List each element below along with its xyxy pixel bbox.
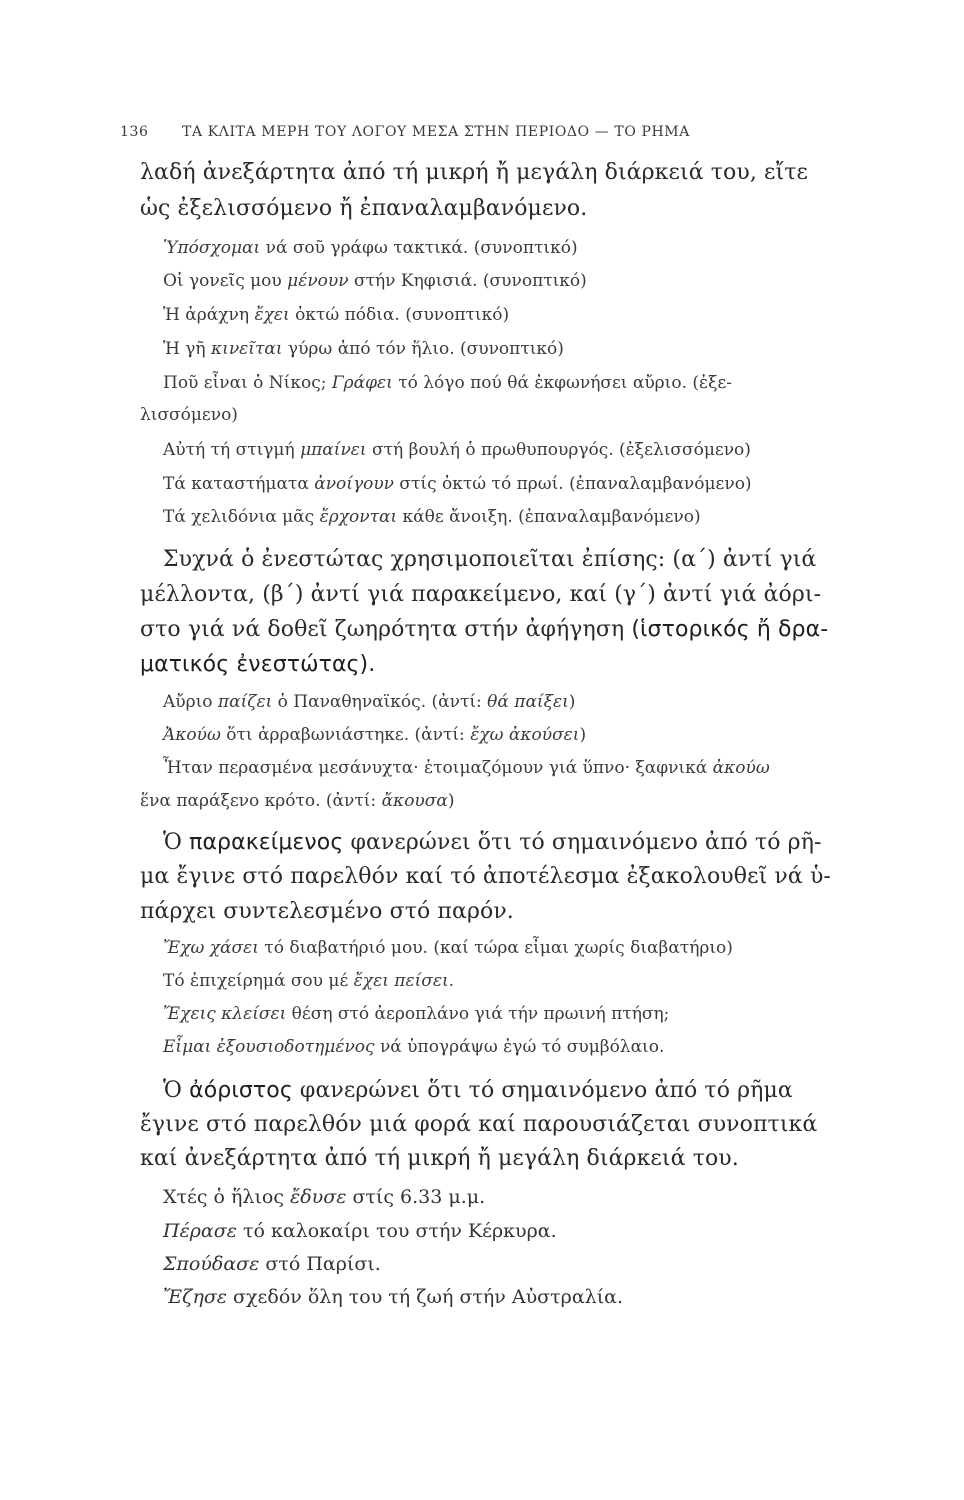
example-line: Σπούδασε στό Παρίσι. [163, 1253, 381, 1275]
paragraph-line: Συχνά ὁ ἐνεστώτας χρησιμοποιεῖται ἐπίσης: (α΄) ἀντί γιά [163, 547, 817, 572]
paragraph-line: ματικός ἐνεστώτας). [140, 652, 376, 677]
example-line: Ἔζησε σχεδόν ὅλη του τή ζωή στήν Αὐστραλία. [163, 1286, 624, 1308]
example-line: Αὐτή τή στιγμή μπαίνει στή βουλή ὁ πρωθυπουργός. (ἐξελισσόμενο) [163, 440, 751, 460]
example-line: Ἔχω χάσει τό διαβατήριό μου. (καί τώρα εἶμαι χωρίς διαβατήριο) [163, 938, 733, 958]
example-line: Τά καταστήματα ἀνοίγουν στίς ὀκτώ τό πρωί. (ἐπαναλαμβανόμενο) [163, 474, 752, 494]
page-number: 136 [120, 124, 149, 140]
paragraph-line: στο γιά νά δοθεῖ ζωηρότητα στήν ἀφήγηση (ἱστορικός ἤ δρα- [140, 617, 829, 642]
paragraph-line: μα ἔγινε στό παρελθόν καί τό ἀποτέλεσμα ἐξακολουθεῖ νά ὑ- [140, 864, 831, 889]
example-line: Χτές ὁ ἥλιος ἔδυσε στίς 6.33 μ.μ. [163, 1186, 486, 1208]
example-line: Ἡ γῆ κινεῖται γύρω ἀπό τόν ἥλιο. (συνοπτικό) [163, 339, 564, 359]
example-line: ἕνα παράξενο κρότο. (ἀντί: ἄκουσα) [140, 791, 455, 811]
example-line: Ὑπόσχομαι νά σοῦ γράφω τακτικά. (συνοπτικό) [163, 238, 578, 258]
example-line: Ποῦ εἶναι ὁ Νίκος; Γράφει τό λόγο πού θά ἐκφωνήσει αὔριο. (ἐξε- [163, 373, 733, 393]
example-line: λισσόμενο) [140, 405, 238, 425]
example-line: Τά χελιδόνια μᾶς ἔρχονται κάθε ἄνοιξη. (ἐπαναλαμβανόμενο) [163, 507, 701, 527]
example-line: Τό ἐπιχείρημά σου μέ ἔχει πείσει. [163, 971, 455, 991]
paragraph-line: λαδή ἀνεξάρτητα ἀπό τή μικρή ἤ μεγάλη διάρκειά του, εἴτε [140, 160, 809, 185]
example-line: Εἶμαι ἐξουσιοδοτημένος νά ὑπογράψω ἐγώ τό συμβόλαιο. [163, 1037, 665, 1057]
running-title: ΤΑ ΚΛΙΤΑ ΜΕΡΗ ΤΟΥ ΛΟΓΟΥ ΜΕΣΑ ΣΤΗΝ ΠΕΡΙΟΔΟ — ΤΟ ΡΗΜΑ [182, 124, 690, 140]
paragraph-line: πάρχει συντελεσμένο στό παρόν. [140, 899, 514, 924]
example-line: Ἔχεις κλείσει θέση στό ἀεροπλάνο γιά τήν πρωινή πτήση; [163, 1004, 670, 1024]
paragraph-line: Ὁ παρακείμενος φανερώνει ὅτι τό σημαινόμενο ἀπό τό ρῆ- [163, 830, 822, 855]
paragraph-line: ἔγινε στό παρελθόν μιά φορά καί παρουσιάζεται συνοπτικά [140, 1112, 818, 1137]
paragraph-line: Ὁ ἀόριστος φανερώνει ὅτι τό σημαινόμενο ἀπό τό ρῆμα [163, 1078, 793, 1103]
example-line: Ἦταν περασμένα μεσάνυχτα· ἑτοιμαζόμουν γιά ὕπνο· ξαφνικά ἀκούω [163, 758, 770, 778]
example-line: Πέρασε τό καλοκαίρι του στήν Κέρκυρα. [163, 1220, 557, 1242]
example-line: Ἀκούω ὅτι ἀρραβωνιάστηκε. (ἀντί: ἔχω ἀκούσει) [163, 725, 587, 745]
paragraph-line: ὡς ἐξελισσόμενο ἤ ἐπαναλαμβανόμενο. [140, 196, 588, 221]
example-line: Ἡ ἀράχνη ἔχει ὀκτώ πόδια. (συνοπτικό) [163, 305, 510, 325]
paragraph-line: μέλλοντα, (β΄) ἀντί γιά παρακείμενο, καί (γ΄) ἀντί γιά ἀόρι- [140, 582, 822, 607]
example-line: Αὔριο παίζει ὁ Παναθηναϊκός. (ἀντί: θά παίξει) [163, 692, 576, 712]
example-line: Οἱ γονεῖς μου μένουν στήν Κηφισιά. (συνοπτικό) [163, 271, 587, 291]
paragraph-line: καί ἀνεξάρτητα ἀπό τή μικρή ἤ μεγάλη διάρκειά του. [140, 1146, 739, 1171]
